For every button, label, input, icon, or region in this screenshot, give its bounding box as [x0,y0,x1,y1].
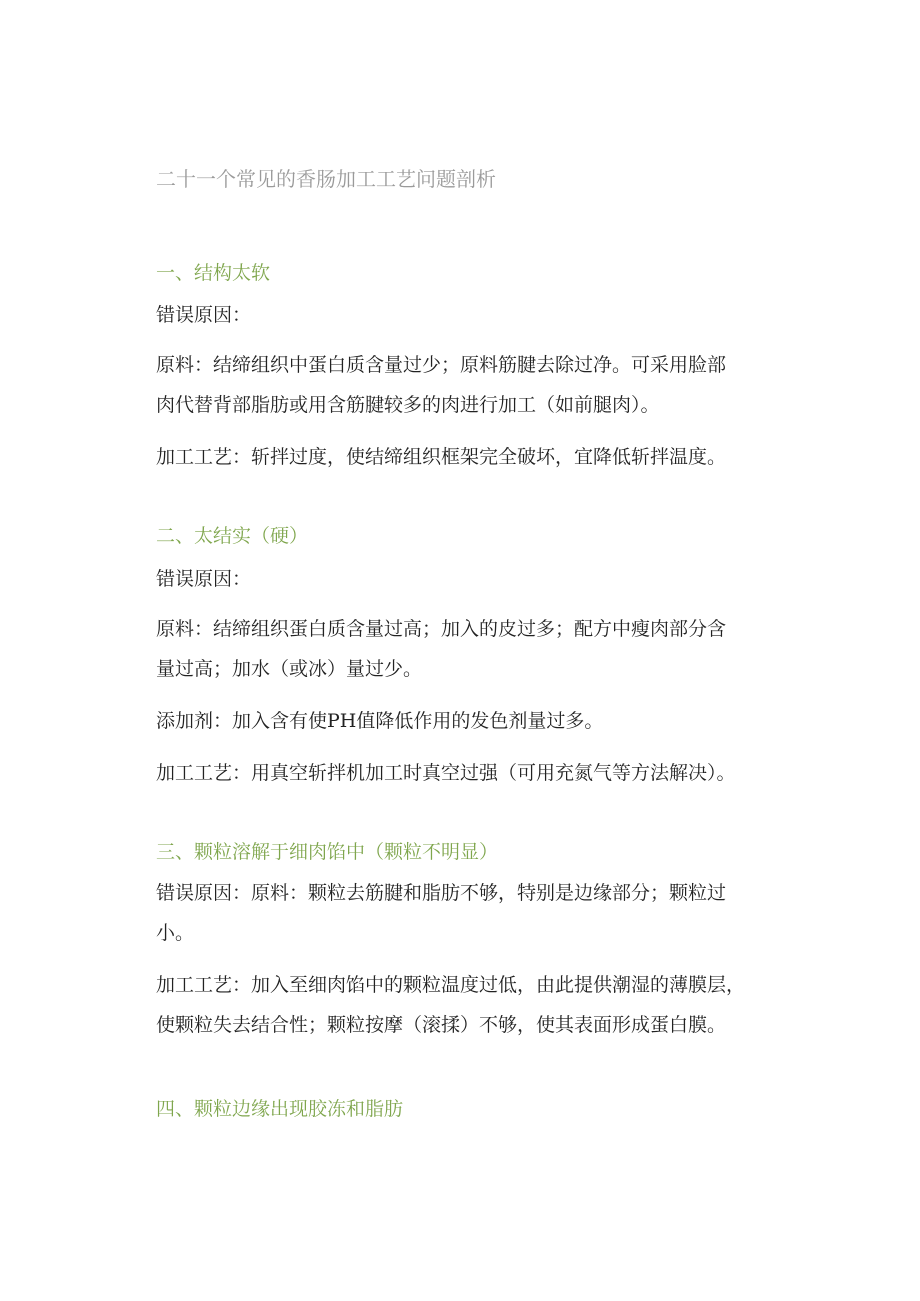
document-title: 二十一个常见的香肠加工工艺问题剖析 [156,167,496,191]
paragraph-3-1 [156,873,776,953]
paragraph-line: 错误原因： [156,304,252,326]
paragraph-line: 小。 [156,922,195,944]
paragraph-line: 肉代替背部脂肪或用含筋腱较多的肉进行加工（如前腿肉）。 [156,394,660,416]
paragraph-line: 使颗粒失去结合性；颗粒按摩（滚揉）不够，使其表面形成蛋白膜。 [156,1014,727,1036]
paragraph-line: 加工工艺：加入至细肉馅中的颗粒温度过低，由此提供潮湿的薄膜层， [156,974,746,996]
paragraph-line: 量过高；加水（或冰）量过少。 [156,658,423,680]
paragraph-2-2 [156,609,776,689]
paragraph-line: 错误原因：原料：颗粒去筋腱和脂肪不够，特别是边缘部分；颗粒过 [156,882,727,904]
section-heading-2: 二、太结实（硬） [156,525,309,547]
paragraph-1-1 [156,295,776,335]
paragraph-line: 原料：结缔组织蛋白质含量过高；加入的皮过多；配方中瘦肉部分含 [156,618,727,640]
paragraph-2-4 [156,753,776,793]
paragraph-line: 添加剂：加入含有使PH值降低作用的发色剂量过多。 [156,710,604,732]
paragraph-line: 错误原因： [156,568,252,590]
paragraph-1-2 [156,345,776,425]
paragraph-1-3 [156,437,776,477]
section-heading-1: 一、结构太软 [156,262,271,284]
section-heading-3: 三、颗粒溶解于细肉馅中（颗粒不明显） [156,841,499,863]
paragraph-2-3 [156,701,776,741]
paragraph-line: 加工工艺：斩拌过度，使结缔组织框架完全破坏，宜降低斩拌温度。 [156,446,727,468]
paragraph-2-1 [156,559,776,599]
paragraph-3-2 [156,965,776,1045]
paragraph-line: 加工工艺：用真空斩拌机加工时真空过强（可用充氮气等方法解决）。 [156,762,736,784]
paragraph-line: 原料：结缔组织中蛋白质含量过少；原料筋腱去除过净。可采用脸部 [156,354,727,376]
section-heading-4: 四、颗粒边缘出现胶冻和脂肪 [156,1098,404,1120]
